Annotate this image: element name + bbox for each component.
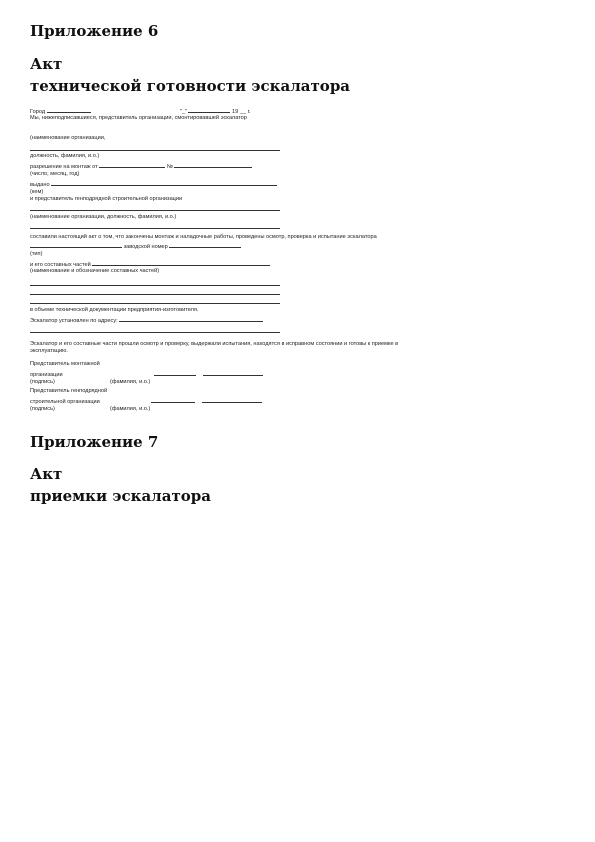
general-rep-label: Представитель генподрядной [30,388,108,394]
address-blank [119,316,263,322]
act-text: составили настоящий акт о том, что закончены монтаж и наладочные работы, проведены осмотр, проверка и испытание эскалатора [30,234,377,240]
date-caption: (число, месяц, год) [30,171,80,177]
general-rep-label-2: строительной организации [30,399,100,405]
parts-blank [92,260,270,266]
name-caption: (фамилия, и.о.) [110,379,151,385]
act-title-word: Акт [30,465,63,483]
permit-label: разрешение на монтаж от [30,164,98,170]
type-blank [30,242,122,248]
conclusion-text: Эскалатор и его составные части прошли осмотр и проверку, выдержали испытания, находятся в исправном состоянии и готовы к приемке в [30,341,399,347]
customer-rep-label: и представитель генподрядной строительной организации [30,196,183,202]
issued-blank [51,180,277,186]
appendix-7-heading: Приложение 7 [30,433,159,451]
issued-line [30,180,277,189]
parts-label: и его составных частей [30,262,91,268]
city-blank [47,107,91,113]
install-rep-label: Представитель монтажной [30,361,100,367]
type-caption: (тип) [30,251,43,257]
address-line [30,316,263,325]
fill-line [30,150,280,151]
install-rep-sign-line [30,370,263,379]
permit-date-blank [99,162,165,168]
general-signature-blank [151,397,195,403]
date-month-blank [188,107,230,113]
install-rep-label-2: организации [30,372,63,378]
position-caption: должность, фамилия, и.о.) [30,153,100,159]
fill-line [30,228,280,229]
signature-caption: (подпись) [30,406,55,412]
general-name-blank [202,397,262,403]
act-6-title: технической готовности эскалатора [30,77,351,95]
city-label: Город [30,109,46,115]
issued-label: выдано [30,182,50,188]
fill-line [30,303,280,304]
install-name-blank [203,370,263,376]
docs-text: в объеме технической документации предприятия-изготовителя. [30,307,199,313]
intro-line: Мы, нижеподписавшиеся, представитель организации, смонтировавшей эскалатор [30,115,247,121]
fill-line [30,285,280,286]
address-label: Эскалатор установлен по адресу: [30,318,118,324]
act-title-word: Акт [30,55,63,73]
date-year: 19 __ г. [232,109,251,115]
install-captions [30,379,150,386]
org-full-caption: (наименование организации, должность, фамилия, и.о.) [30,214,177,220]
number-sign: № [166,164,173,170]
fill-line [30,210,280,211]
general-captions [30,406,150,413]
permit-line [30,162,252,171]
act-7-title: приемки эскалатора [30,487,211,505]
general-rep-sign-line [30,397,262,406]
fill-line [30,332,280,333]
factory-number-label: заводской номер [123,244,168,250]
date-day: "_" [179,109,187,115]
appendix-6-heading: Приложение 6 [30,22,159,40]
factory-number-blank [169,242,241,248]
conclusion-continued: эксплуатацию. [30,348,68,354]
signature-caption: (подпись) [30,379,55,385]
org-caption: (наименование организации, [30,135,106,141]
name-caption: (фамилия, и.о.) [110,406,151,412]
fill-line [30,294,280,295]
permit-number-blank [174,162,252,168]
factory-number-line [30,242,241,251]
install-signature-blank [154,370,196,376]
parts-caption: (наименование и обозначение составных частей) [30,268,160,274]
by-whom-caption: (кем) [30,189,44,195]
